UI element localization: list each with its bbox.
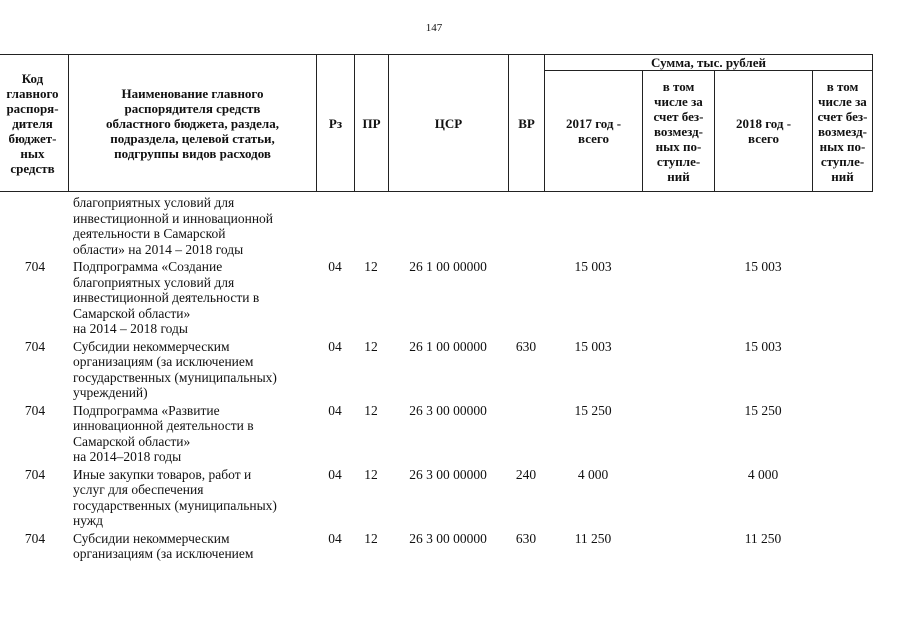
table-row <box>0 467 872 531</box>
table-header <box>0 54 873 192</box>
cell-name: Иные закупки товаров, работ и услуг для обеспечения государственных (муниципальных) нужд <box>73 466 277 528</box>
cell-vr <box>508 259 544 339</box>
cell-gratuitous-2017 <box>642 259 714 339</box>
header-rz: Рз <box>317 55 355 192</box>
cell-gratuitous-2017 <box>642 339 714 403</box>
cell-csr <box>388 195 508 259</box>
cell-pr: 12 <box>364 530 378 546</box>
cell-code: 704 <box>24 402 46 418</box>
cell-gratuitous-2018 <box>812 531 872 564</box>
cell-rz: 04 <box>328 402 342 418</box>
cell-name: Подпрограмма «Развитие инновационной деятельности в Самарской области» на 2014–2018 годы <box>73 402 254 464</box>
cell-pr: 12 <box>364 338 378 354</box>
cell-sum-2017: 15 003 <box>574 259 612 274</box>
cell-vr <box>508 403 544 467</box>
cell-csr: 26 1 00 00000 <box>409 338 487 354</box>
cell-vr: 630 <box>515 530 537 546</box>
cell-gratuitous-2017 <box>642 467 714 531</box>
cell-sum-2018: 15 003 <box>744 259 782 274</box>
table-row <box>0 339 872 403</box>
header-vr: ВР <box>509 55 545 192</box>
table-row <box>0 259 872 339</box>
cell-vr: 630 <box>515 338 537 354</box>
cell-gratuitous-2017 <box>642 403 714 467</box>
cell-sum-2017: 4 000 <box>577 466 609 482</box>
cell-pr: 12 <box>364 259 378 274</box>
cell-name: Субсидии некоммерческим организациям (за исключением государственных (муниципальных) учреждений) <box>73 338 277 400</box>
cell-rz: 04 <box>328 338 342 354</box>
header-pr: ПР <box>355 55 389 192</box>
cell-code: 704 <box>24 259 46 274</box>
cell-gratuitous-2018 <box>812 259 872 339</box>
table-row <box>0 403 872 467</box>
header-code: Код главного распоря- дителя бюджет- ных средств <box>0 55 69 192</box>
header-name: Наименование главного распорядителя средств областного бюджета, раздела, подраздела, целевой статьи, подгруппы видов расходов <box>69 55 317 192</box>
cell-sum-2018: 4 000 <box>747 466 779 482</box>
cell-gratuitous-2018 <box>812 467 872 531</box>
cell-vr <box>508 195 544 259</box>
cell-pr: 12 <box>364 466 378 482</box>
cell-sum-2017: 15 003 <box>574 338 612 354</box>
cell-code: 704 <box>24 466 46 482</box>
cell-csr: 26 3 00 00000 <box>409 402 487 418</box>
cell-sum-2018: 11 250 <box>744 530 782 546</box>
cell-sum-2017 <box>544 195 642 259</box>
cell-csr: 26 3 00 00000 <box>409 530 487 546</box>
cell-csr: 26 3 00 00000 <box>409 466 487 482</box>
budget-table-body <box>0 195 872 564</box>
cell-name: благоприятных условий для инвестиционной и инновационной деятельности в Самарской области» на 2014 – 2018 годы <box>73 195 274 257</box>
cell-rz <box>316 195 354 259</box>
cell-code <box>0 195 68 259</box>
cell-sum-2018: 15 250 <box>744 402 782 418</box>
page-number: 147 <box>425 22 443 34</box>
header-2018-gratuitous: в том числе за счет без- возмезд- ных по- ступле- ний <box>813 71 873 192</box>
cell-vr: 240 <box>515 466 537 482</box>
cell-sum-2018: 15 003 <box>744 338 782 354</box>
cell-csr: 26 1 00 00000 <box>409 259 487 274</box>
cell-rz: 04 <box>328 530 342 546</box>
cell-gratuitous-2017 <box>642 195 714 259</box>
cell-name: Субсидии некоммерческим организациям (за исключением <box>73 530 254 561</box>
cell-gratuitous-2018 <box>812 195 872 259</box>
header-sum-title: Сумма, тыс. рублей <box>545 55 873 71</box>
cell-pr <box>354 195 388 259</box>
cell-sum-2018 <box>714 195 812 259</box>
cell-sum-2017: 11 250 <box>574 530 612 546</box>
cell-name: Подпрограмма «Создание благоприятных условий для инвестиционной деятельности в Самарской области» на 2014 – 2018 годы <box>73 259 260 336</box>
cell-gratuitous-2018 <box>812 339 872 403</box>
header-csr: ЦСР <box>389 55 509 192</box>
table-row <box>0 195 872 259</box>
cell-code: 704 <box>24 338 46 354</box>
cell-gratuitous-2018 <box>812 403 872 467</box>
cell-sum-2017: 15 250 <box>574 402 612 418</box>
cell-pr: 12 <box>364 402 378 418</box>
table-row <box>0 531 872 564</box>
header-2017-total: 2017 год - всего <box>545 71 643 192</box>
cell-gratuitous-2017 <box>642 531 714 564</box>
cell-rz: 04 <box>328 259 342 274</box>
header-2017-gratuitous: в том числе за счет без- возмезд- ных по- ступле- ний <box>643 71 715 192</box>
cell-rz: 04 <box>328 466 342 482</box>
cell-code: 704 <box>24 530 46 546</box>
header-2018-total: 2018 год - всего <box>715 71 813 192</box>
